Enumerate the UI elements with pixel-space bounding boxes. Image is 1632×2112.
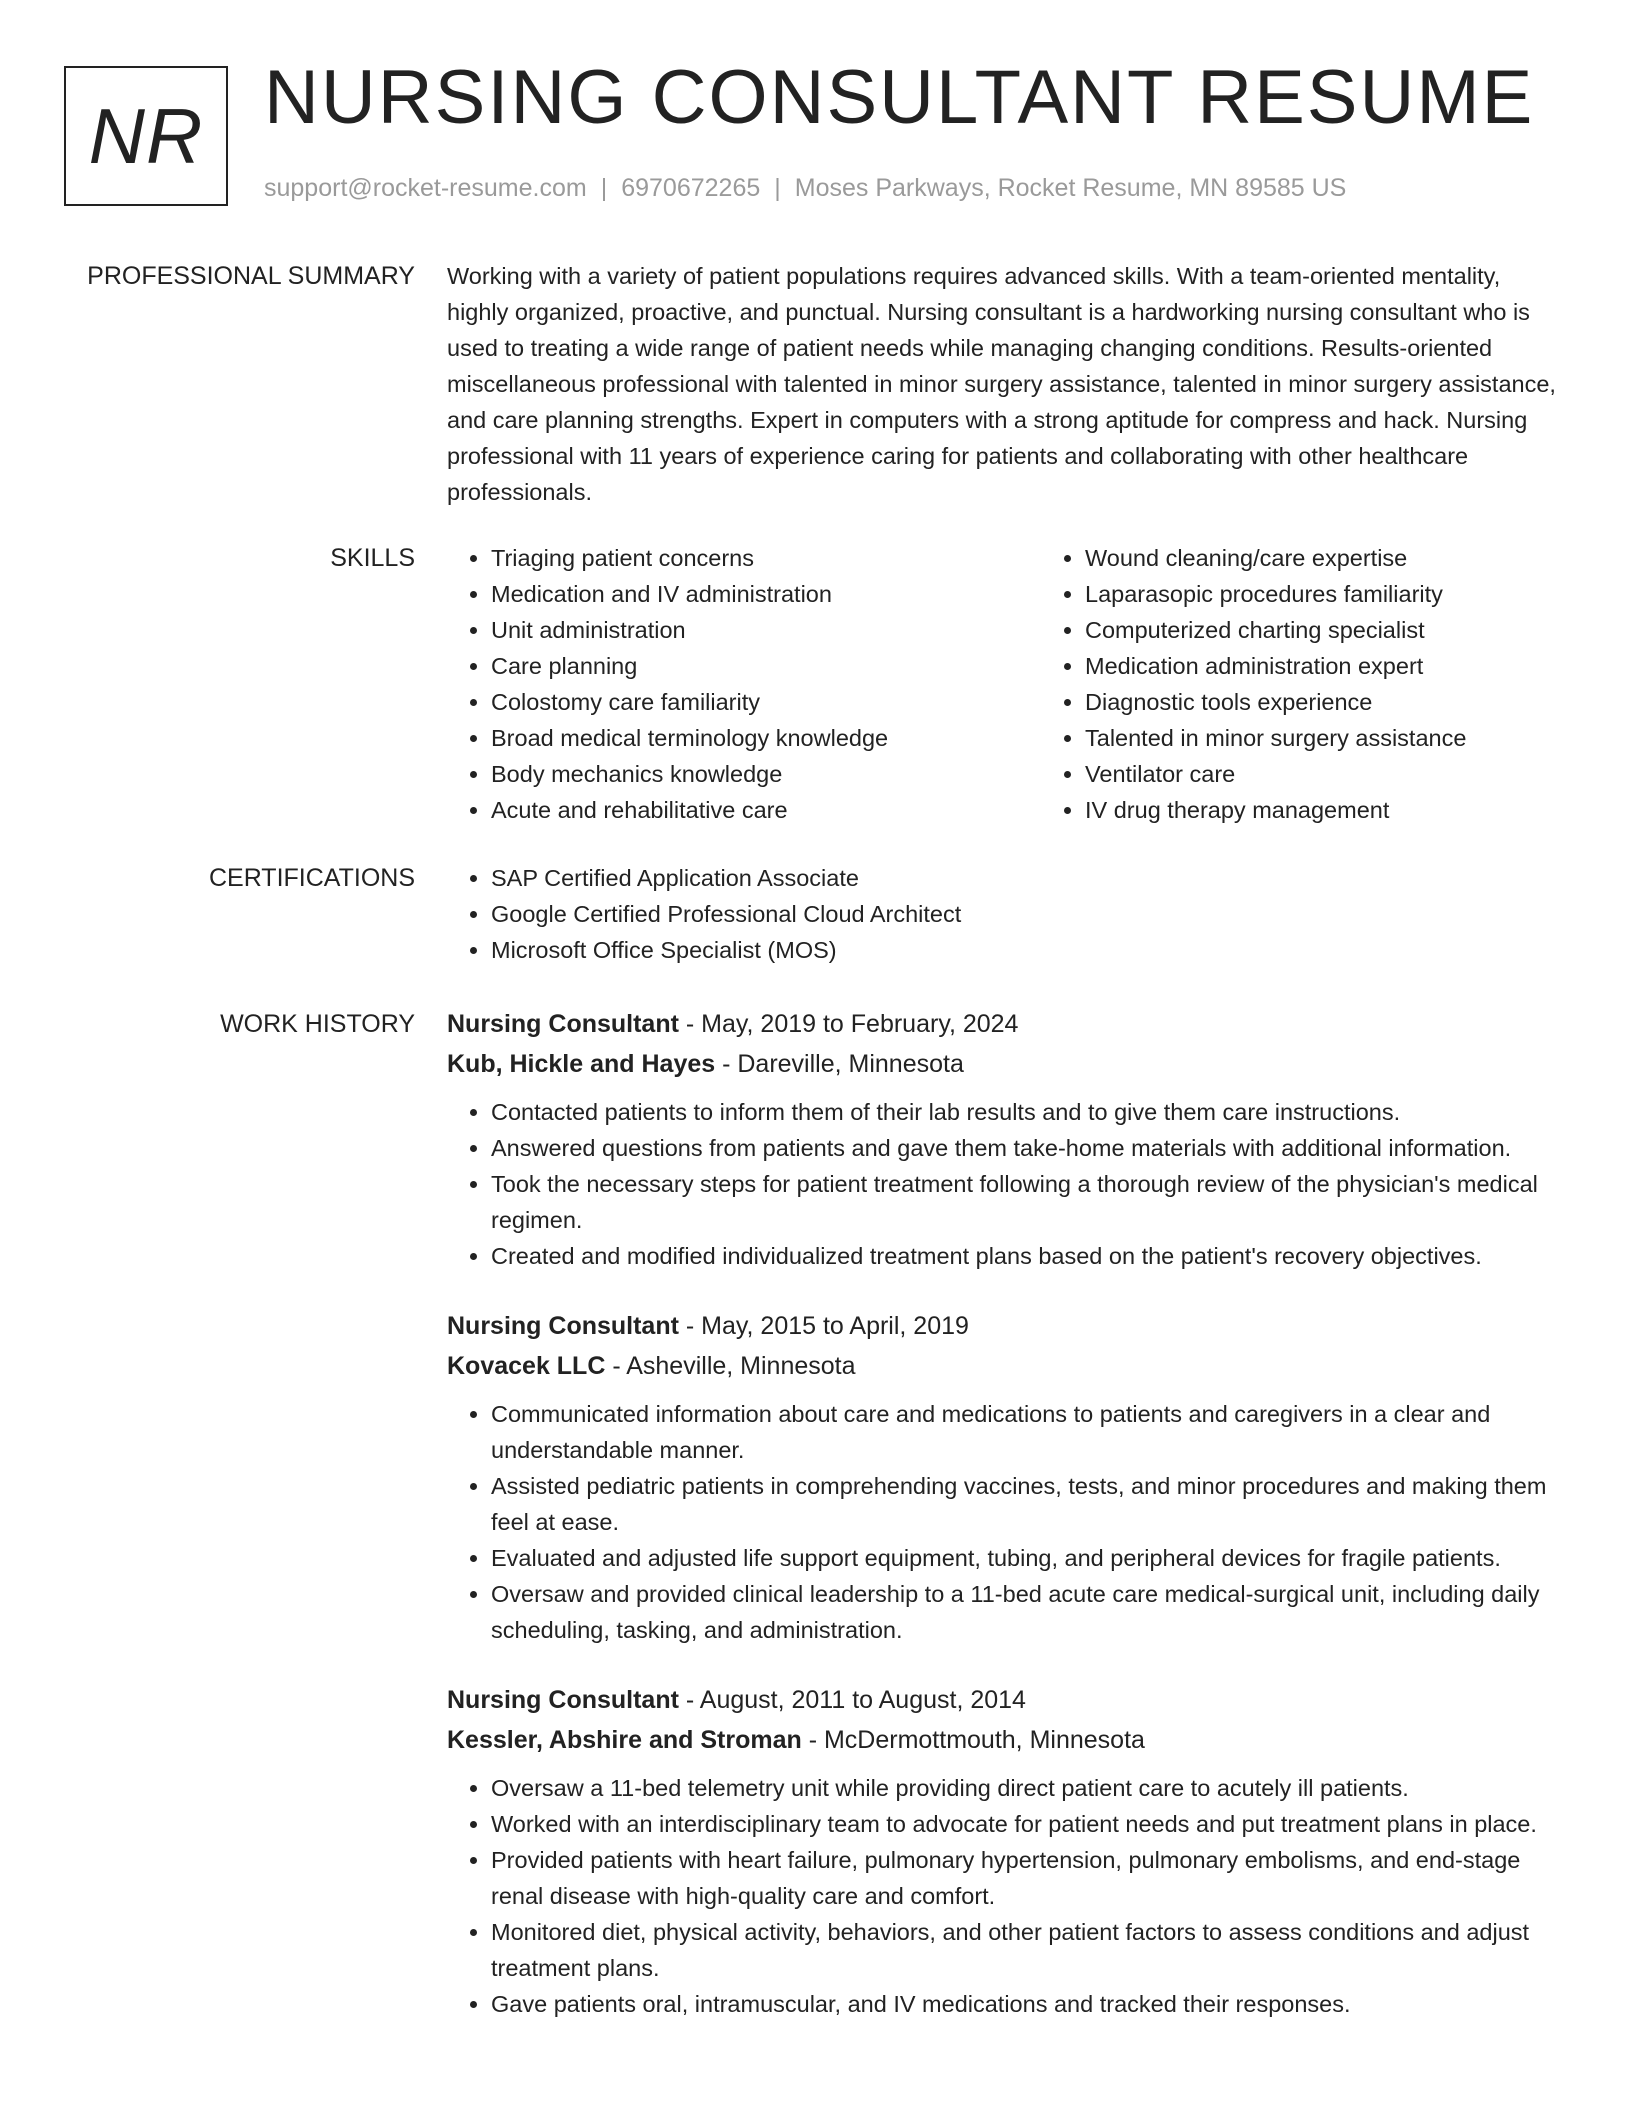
list-item: • Microsoft Office Specialist (MOS) xyxy=(491,932,1567,968)
job-title-line xyxy=(447,1680,1567,1720)
skills-body xyxy=(447,540,1567,828)
contact-phone: 6970672265 xyxy=(621,174,761,202)
job-company-line xyxy=(447,1346,1567,1386)
list-item: • Answered questions from patients and gave them take-home materials with additional information. xyxy=(491,1130,1567,1166)
list-item: • Medication and IV administration xyxy=(491,576,1041,612)
work-history-heading: WORK HISTORY xyxy=(220,1010,415,1038)
job-title: Nursing Consultant xyxy=(447,1010,679,1038)
list-item: • Wound cleaning/care expertise xyxy=(1085,540,1632,576)
list-item: • Google Certified Professional Cloud Architect xyxy=(491,896,1567,932)
job-bullets xyxy=(447,1396,1567,1648)
summary-text: Working with a variety of patient populations requires advanced skills. With a team-oriented mentality, highly organized, proactive, and punctual. Nursing consultant is a hardworking nursing consultant who is used to treating a wide range of patient needs while managing changing conditions. Results-oriented miscellaneous professional with talented in minor surgery assistance, talented in minor surgery assistance, and care planning strengths. Expert in computers with a strong aptitude for compress and hack. Nursing professional with 11 years of experience caring for patients and collaborating with other healthcare professionals. xyxy=(447,263,1556,505)
contact-line xyxy=(264,174,1346,203)
list-item: • Created and modified individualized treatment plans based on the patient's recovery objectives. xyxy=(491,1238,1567,1274)
list-item: • Laparasopic procedures familiarity xyxy=(1085,576,1632,612)
certifications-list xyxy=(447,860,1567,968)
job-dates: - August, 2011 to August, 2014 xyxy=(678,1686,1026,1714)
list-item: • SAP Certified Application Associate xyxy=(491,860,1567,896)
list-item: • Care planning xyxy=(491,648,1041,684)
job-title: Nursing Consultant xyxy=(447,1686,679,1714)
contact-separator: | xyxy=(774,174,781,202)
monogram-badge xyxy=(64,66,228,206)
list-item: • Broad medical terminology knowledge xyxy=(491,720,1041,756)
list-item: • Evaluated and adjusted life support equipment, tubing, and peripheral devices for fragile patients. xyxy=(491,1540,1567,1576)
certifications-body xyxy=(447,860,1567,968)
job-location: - Dareville, Minnesota xyxy=(715,1050,964,1078)
list-item: • Contacted patients to inform them of their lab results and to give them care instructions. xyxy=(491,1094,1567,1130)
skills-columns xyxy=(447,540,1567,828)
list-item: • Colostomy care familiarity xyxy=(491,684,1041,720)
job-title-line xyxy=(447,1306,1567,1346)
monogram-text: NR xyxy=(88,91,204,180)
contact-email: support@rocket-resume.com xyxy=(264,174,587,202)
job-entry xyxy=(447,1004,1567,1274)
page-title: NURSING CONSULTANT RESUME xyxy=(264,55,1535,140)
certifications-heading: CERTIFICATIONS xyxy=(208,864,415,892)
job-bullets xyxy=(447,1094,1567,1274)
job-company: Kovacek LLC xyxy=(447,1352,606,1380)
list-item: • Assisted pediatric patients in comprehending vaccines, tests, and minor procedures and making them feel at ease. xyxy=(491,1468,1567,1540)
job-entry xyxy=(447,1680,1567,2022)
list-item: • Diagnostic tools experience xyxy=(1085,684,1632,720)
contact-address: Moses Parkways, Rocket Resume, MN 89585 US xyxy=(794,174,1347,202)
list-item: • Acute and rehabilitative care xyxy=(491,792,1041,828)
job-entry xyxy=(447,1306,1567,1648)
job-company-line xyxy=(447,1720,1567,1760)
job-company: Kub, Hickle and Hayes xyxy=(447,1050,716,1078)
list-item: • Provided patients with heart failure, pulmonary hypertension, pulmonary embolisms, and end-stage renal disease with high-quality care and comfort. xyxy=(491,1842,1567,1914)
skills-list-right xyxy=(1041,540,1632,828)
list-item: • Monitored diet, physical activity, behaviors, and other patient factors to assess conditions and adjust treatment plans. xyxy=(491,1914,1567,1986)
list-item: • Computerized charting specialist xyxy=(1085,612,1632,648)
job-location: - McDermottmouth, Minnesota xyxy=(801,1726,1145,1754)
list-item: • Talented in minor surgery assistance xyxy=(1085,720,1632,756)
list-item: • Gave patients oral, intramuscular, and IV medications and tracked their responses. xyxy=(491,1986,1567,2022)
list-item: • Unit administration xyxy=(491,612,1041,648)
job-dates: - May, 2015 to April, 2019 xyxy=(678,1312,969,1340)
summary-heading: PROFESSIONAL SUMMARY xyxy=(87,262,415,290)
job-title-line xyxy=(447,1004,1567,1044)
job-company-line xyxy=(447,1044,1567,1084)
job-dates: - May, 2019 to February, 2024 xyxy=(678,1010,1019,1038)
list-item: • Took the necessary steps for patient treatment following a thorough review of the physician's medical regimen. xyxy=(491,1166,1567,1238)
list-item: • Body mechanics knowledge xyxy=(491,756,1041,792)
skills-heading: SKILLS xyxy=(330,544,415,572)
list-item: • Oversaw a 11-bed telemetry unit while providing direct patient care to acutely ill patients. xyxy=(491,1770,1567,1806)
skills-list-left xyxy=(447,540,1041,828)
job-bullets xyxy=(447,1770,1567,2022)
list-item: • Ventilator care xyxy=(1085,756,1632,792)
list-item: • Worked with an interdisciplinary team to advocate for patient needs and put treatment plans in place. xyxy=(491,1806,1567,1842)
job-title: Nursing Consultant xyxy=(447,1312,679,1340)
contact-separator: | xyxy=(600,174,608,202)
list-item: • Oversaw and provided clinical leadership to a 11-bed acute care medical-surgical unit, including daily scheduling, tasking, and administration. xyxy=(491,1576,1567,1648)
list-item: • Medication administration expert xyxy=(1085,648,1632,684)
list-item: • Triaging patient concerns xyxy=(491,540,1041,576)
list-item: • IV drug therapy management xyxy=(1085,792,1632,828)
job-company: Kessler, Abshire and Stroman xyxy=(447,1726,802,1754)
list-item: • Communicated information about care and medications to patients and caregivers in a clear and understandable manner. xyxy=(491,1396,1567,1468)
work-history-body xyxy=(447,1004,1567,2022)
job-location: - Asheville, Minnesota xyxy=(605,1352,856,1380)
